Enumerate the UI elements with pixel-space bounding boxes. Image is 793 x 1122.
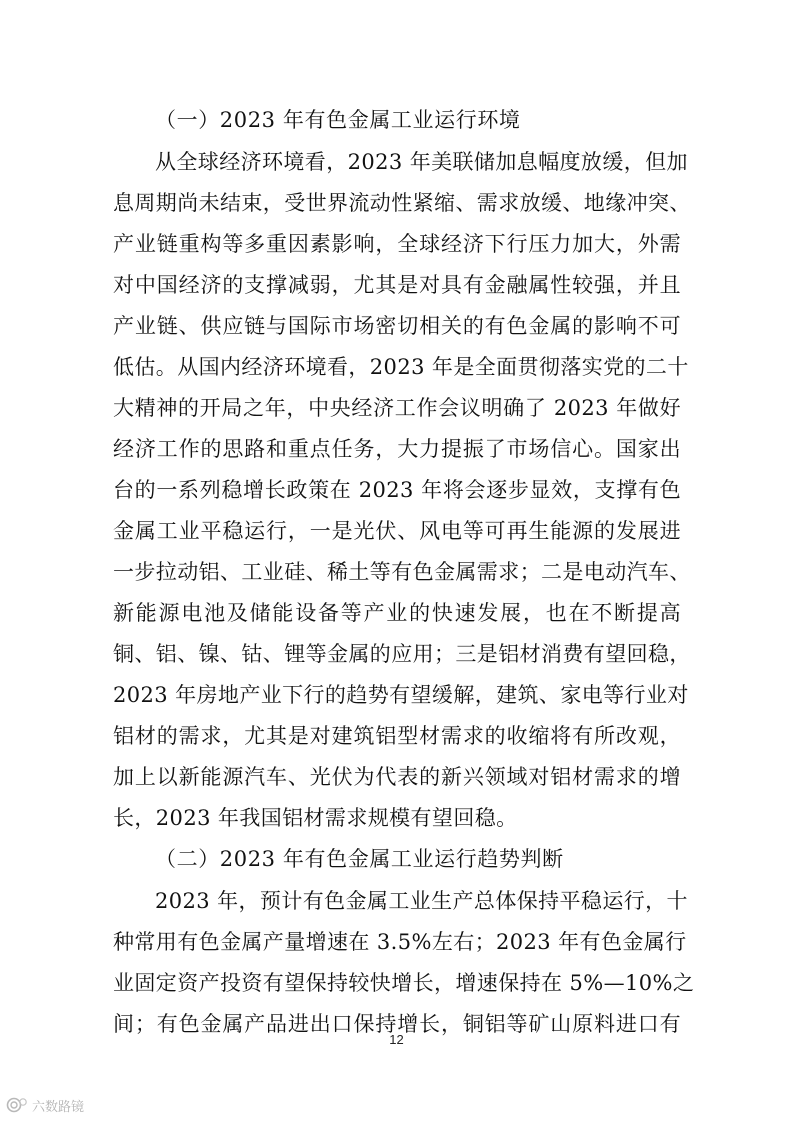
- paragraph-1-line-7: 大精神的开局之年，中央经济工作会议明确了 2023 年做好: [113, 396, 681, 420]
- paragraph-1-line-5: 产业链、供应链与国际市场密切相关的有色金属的影响不可: [113, 314, 681, 338]
- paragraph-2-line-4: 间；有色金属产品进出口保持增长，铜铝等矿山原料进口有: [113, 1012, 681, 1036]
- paragraph-1-line-12: 新能源电池及储能设备等产业的快速发展，也在不断提高: [113, 601, 681, 625]
- paragraph-1-line-2: 息周期尚未结束，受世界流动性紧缩、需求放缓、地缘冲突、: [113, 191, 691, 215]
- paragraph-2-line-2: 种常用有色金属产量增速在 3.5%左右；2023 年有色金属行: [113, 930, 687, 954]
- paragraph-1-line-9: 台的一系列稳增长政策在 2023 年将会逐步显效，支撑有色: [113, 478, 681, 502]
- paragraph-1-line-13: 铜、铝、镍、钴、锂等金属的应用；三是铝材消费有望回稳，: [113, 642, 691, 666]
- paragraph-1-line-17: 长，2023 年我国铝材需求规模有望回稳。: [113, 806, 518, 830]
- paragraph-1-line-1: 从全球经济环境看，2023 年美联储加息幅度放缓，但加: [155, 150, 688, 174]
- watermark: [6, 1094, 84, 1116]
- paragraph-1-line-16: 加上以新能源汽车、光伏为代表的新兴领域对铝材需求的增: [113, 765, 681, 789]
- paragraph-1-line-15: 铝材的需求，尤其是对建筑铝型材需求的收缩将有所改观，: [113, 724, 681, 748]
- paragraph-1-line-11: 一步拉动铝、工业硅、稀土等有色金属需求；二是电动汽车、: [113, 560, 691, 584]
- section-heading-2: （二）2023 年有色金属工业运行趋势判断: [155, 847, 564, 871]
- paragraph-1-line-10: 金属工业平稳运行，一是光伏、风电等可再生能源的发展进: [113, 519, 681, 543]
- page-number: 12: [389, 1032, 404, 1047]
- watermark-text: 六数路镜: [32, 1099, 85, 1115]
- paragraph-1-line-3: 产业链重构等多重因素影响，全球经济下行压力加大，外需: [113, 232, 681, 256]
- paragraph-1-line-4: 对中国经济的支撑减弱，尤其是对具有金融属性较强，并且: [113, 273, 681, 297]
- paragraph-1-line-8: 经济工作的思路和重点任务，大力提振了市场信心。国家出: [113, 437, 681, 461]
- section-heading-1: （一）2023 年有色金属工业运行环境: [155, 108, 521, 132]
- paragraph-1-line-14: 2023 年房地产业下行的趋势有望缓解，建筑、家电等行业对: [113, 683, 689, 707]
- paragraph-2-line-1: 2023 年，预计有色金属工业生产总体保持平稳运行，十: [155, 889, 688, 913]
- camera-lens-icon: [6, 1096, 28, 1114]
- paragraph-2-line-3: 业固定资产投资有望保持较快增长，增速保持在 5%—10%之: [113, 971, 695, 995]
- paragraph-1-line-6: 低估。从国内经济环境看，2023 年是全面贯彻落实党的二十: [113, 355, 689, 379]
